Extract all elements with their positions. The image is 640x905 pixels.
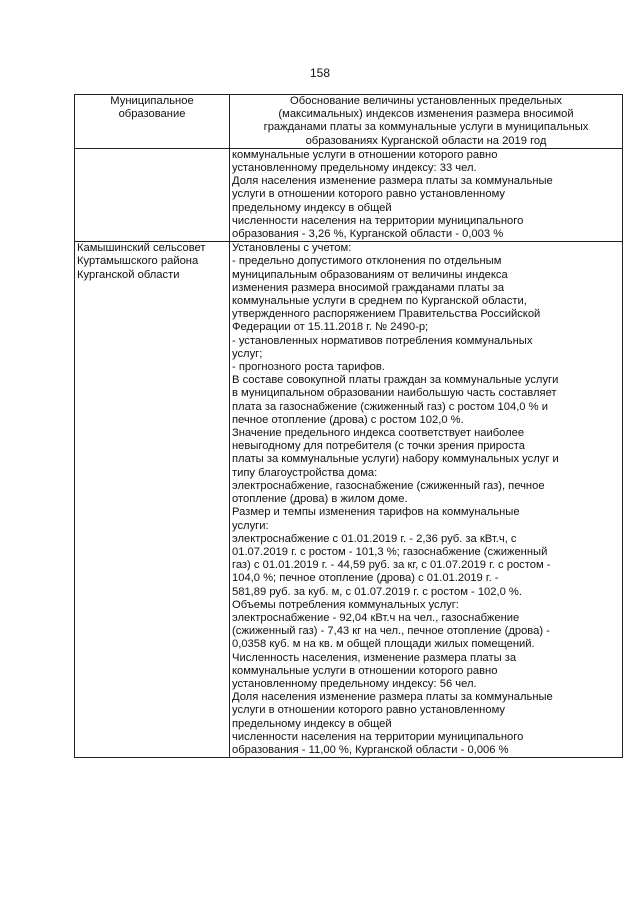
municipality-cell <box>75 242 230 758</box>
header-justification-line: (максимальных) индексов изменения размера вносимой <box>278 108 574 121</box>
municipality-line: Куртамышского района <box>77 255 199 268</box>
justification-line: предельному индексу в общей <box>232 201 392 214</box>
justification-line: образования - 11,00 %, Курганской области - 0,006 % <box>232 743 509 756</box>
justification-line: образования - 3,26 %, Курганской области - 0,003 % <box>232 228 504 241</box>
justification-line: коммунальные услуги в среднем по Курганской области, <box>232 295 527 308</box>
justification-line: отопление (дрова) в жилом доме. <box>232 493 408 506</box>
municipality-line: Курганской области <box>77 268 180 281</box>
justification-line: численности населения на территории муниципального <box>232 730 524 743</box>
justification-line: утвержденного распоряжением Правительства Российской <box>232 308 541 321</box>
justification-line: типу благоустройства дома: <box>232 466 378 479</box>
justification-line: в муниципальном образовании наибольшую часть составляет <box>232 387 557 400</box>
header-justification-line: гражданами платы за коммунальные услуги в муниципальных <box>263 121 589 134</box>
page-number: 158 <box>309 66 331 80</box>
justification-line: Доля населения изменение размера платы за коммунальные <box>232 691 553 704</box>
justification-line: электроснабжение, газоснабжение (сжиженный газ), печное <box>232 479 545 492</box>
justification-line: Численность населения, изменение размера платы за <box>232 651 517 664</box>
header-municipality <box>75 95 230 149</box>
table-row <box>75 242 623 758</box>
justification-line: электроснабжение с 01.01.2019 г. - 2,36 руб. за кВт.ч, с <box>232 532 517 545</box>
justification-line: (сжиженный газ) - 7,43 кг на чел., печное отопление (дрова) - <box>232 625 550 638</box>
justification-line: 01.07.2019 г. с ростом - 101,3 %; газоснабжение (сжиженный <box>232 545 548 558</box>
justification-cell <box>230 148 623 241</box>
justification-line: муниципальным образованиям от величины индекса <box>232 268 508 281</box>
header-municipality-line: Муниципальное <box>110 95 194 107</box>
justification-line: услуги в отношении которого равно установленному <box>232 704 505 717</box>
justification-line: - предельно допустимого отклонения по отдельным <box>232 255 502 268</box>
justification-line: Значение предельного индекса соответствует наиболее <box>232 427 525 440</box>
municipality-cell-empty <box>75 148 230 241</box>
justification-line: изменения размера вносимой гражданами платы за <box>232 281 505 294</box>
justification-line: Доля населения изменение размера платы за коммунальные <box>232 175 553 188</box>
justification-line: электроснабжение - 92,04 кВт.ч на чел., газоснабжение <box>232 611 520 624</box>
justification-line: 104,0 %; печное отопление (дрова) с 01.01.2019 г. - <box>232 572 499 585</box>
header-justification-line: образованиях Курганской области на 2019 год <box>305 134 547 147</box>
justification-line: Объемы потребления коммунальных услуг: <box>232 598 459 611</box>
table-row <box>75 148 623 241</box>
table-header-row <box>75 95 623 149</box>
justification-line: плата за газоснабжение (сжиженный газ) с ростом 104,0 % и <box>232 400 548 413</box>
header-municipality-line: образование <box>118 108 186 121</box>
justification-line: услуг; <box>232 347 263 360</box>
justification-line: коммунальные услуги в отношении которого равно <box>232 148 498 161</box>
header-justification-line: Обоснование величины установленных предельных <box>290 95 562 107</box>
justification-line: невыгодному для потребителя (с точки зрения прироста <box>232 440 525 453</box>
justification-line: коммунальные услуги в отношении которого равно <box>232 664 498 677</box>
justification-line: установленному предельному индексу: 56 чел. <box>232 677 477 690</box>
justification-line: Установлены с учетом: <box>232 242 352 255</box>
municipality-line: Камышинский сельсовет <box>77 242 206 255</box>
header-justification <box>230 95 623 149</box>
justification-cell <box>230 242 623 758</box>
justification-line: услуги в отношении которого равно установленному <box>232 188 505 201</box>
justification-line: услуги: <box>232 519 269 532</box>
justification-line: платы за коммунальные услуги) набору коммунальных услуг и <box>232 453 559 466</box>
justification-line: - прогнозного роста тарифов. <box>232 361 385 374</box>
tariff-justification-table <box>74 94 623 758</box>
justification-line: газ) с 01.01.2019 г. - 44,59 руб. за кг, с 01.07.2019 г. с ростом - <box>232 559 551 572</box>
justification-line: В составе совокупной платы граждан за коммунальные услуги <box>232 374 559 387</box>
justification-line: - установленных нормативов потребления коммунальных <box>232 334 533 347</box>
justification-line: Размер и темпы изменения тарифов на коммунальные <box>232 506 520 519</box>
justification-line: численности населения на территории муниципального <box>232 214 524 227</box>
justification-line: печное отопление (дрова) с ростом 102,0 %. <box>232 413 464 426</box>
justification-line: 0,0358 куб. м на кв. м общей площади жилых помещений. <box>232 638 535 651</box>
justification-line: предельному индексу в общей <box>232 717 392 730</box>
justification-line: 581,89 руб. за куб. м, с 01.07.2019 г. с ростом - 102,0 %. <box>232 585 522 598</box>
justification-line: установленному предельному индексу: 33 чел. <box>232 162 477 175</box>
justification-line: Федерации от 15.11.2018 г. № 2490-р; <box>232 321 429 334</box>
